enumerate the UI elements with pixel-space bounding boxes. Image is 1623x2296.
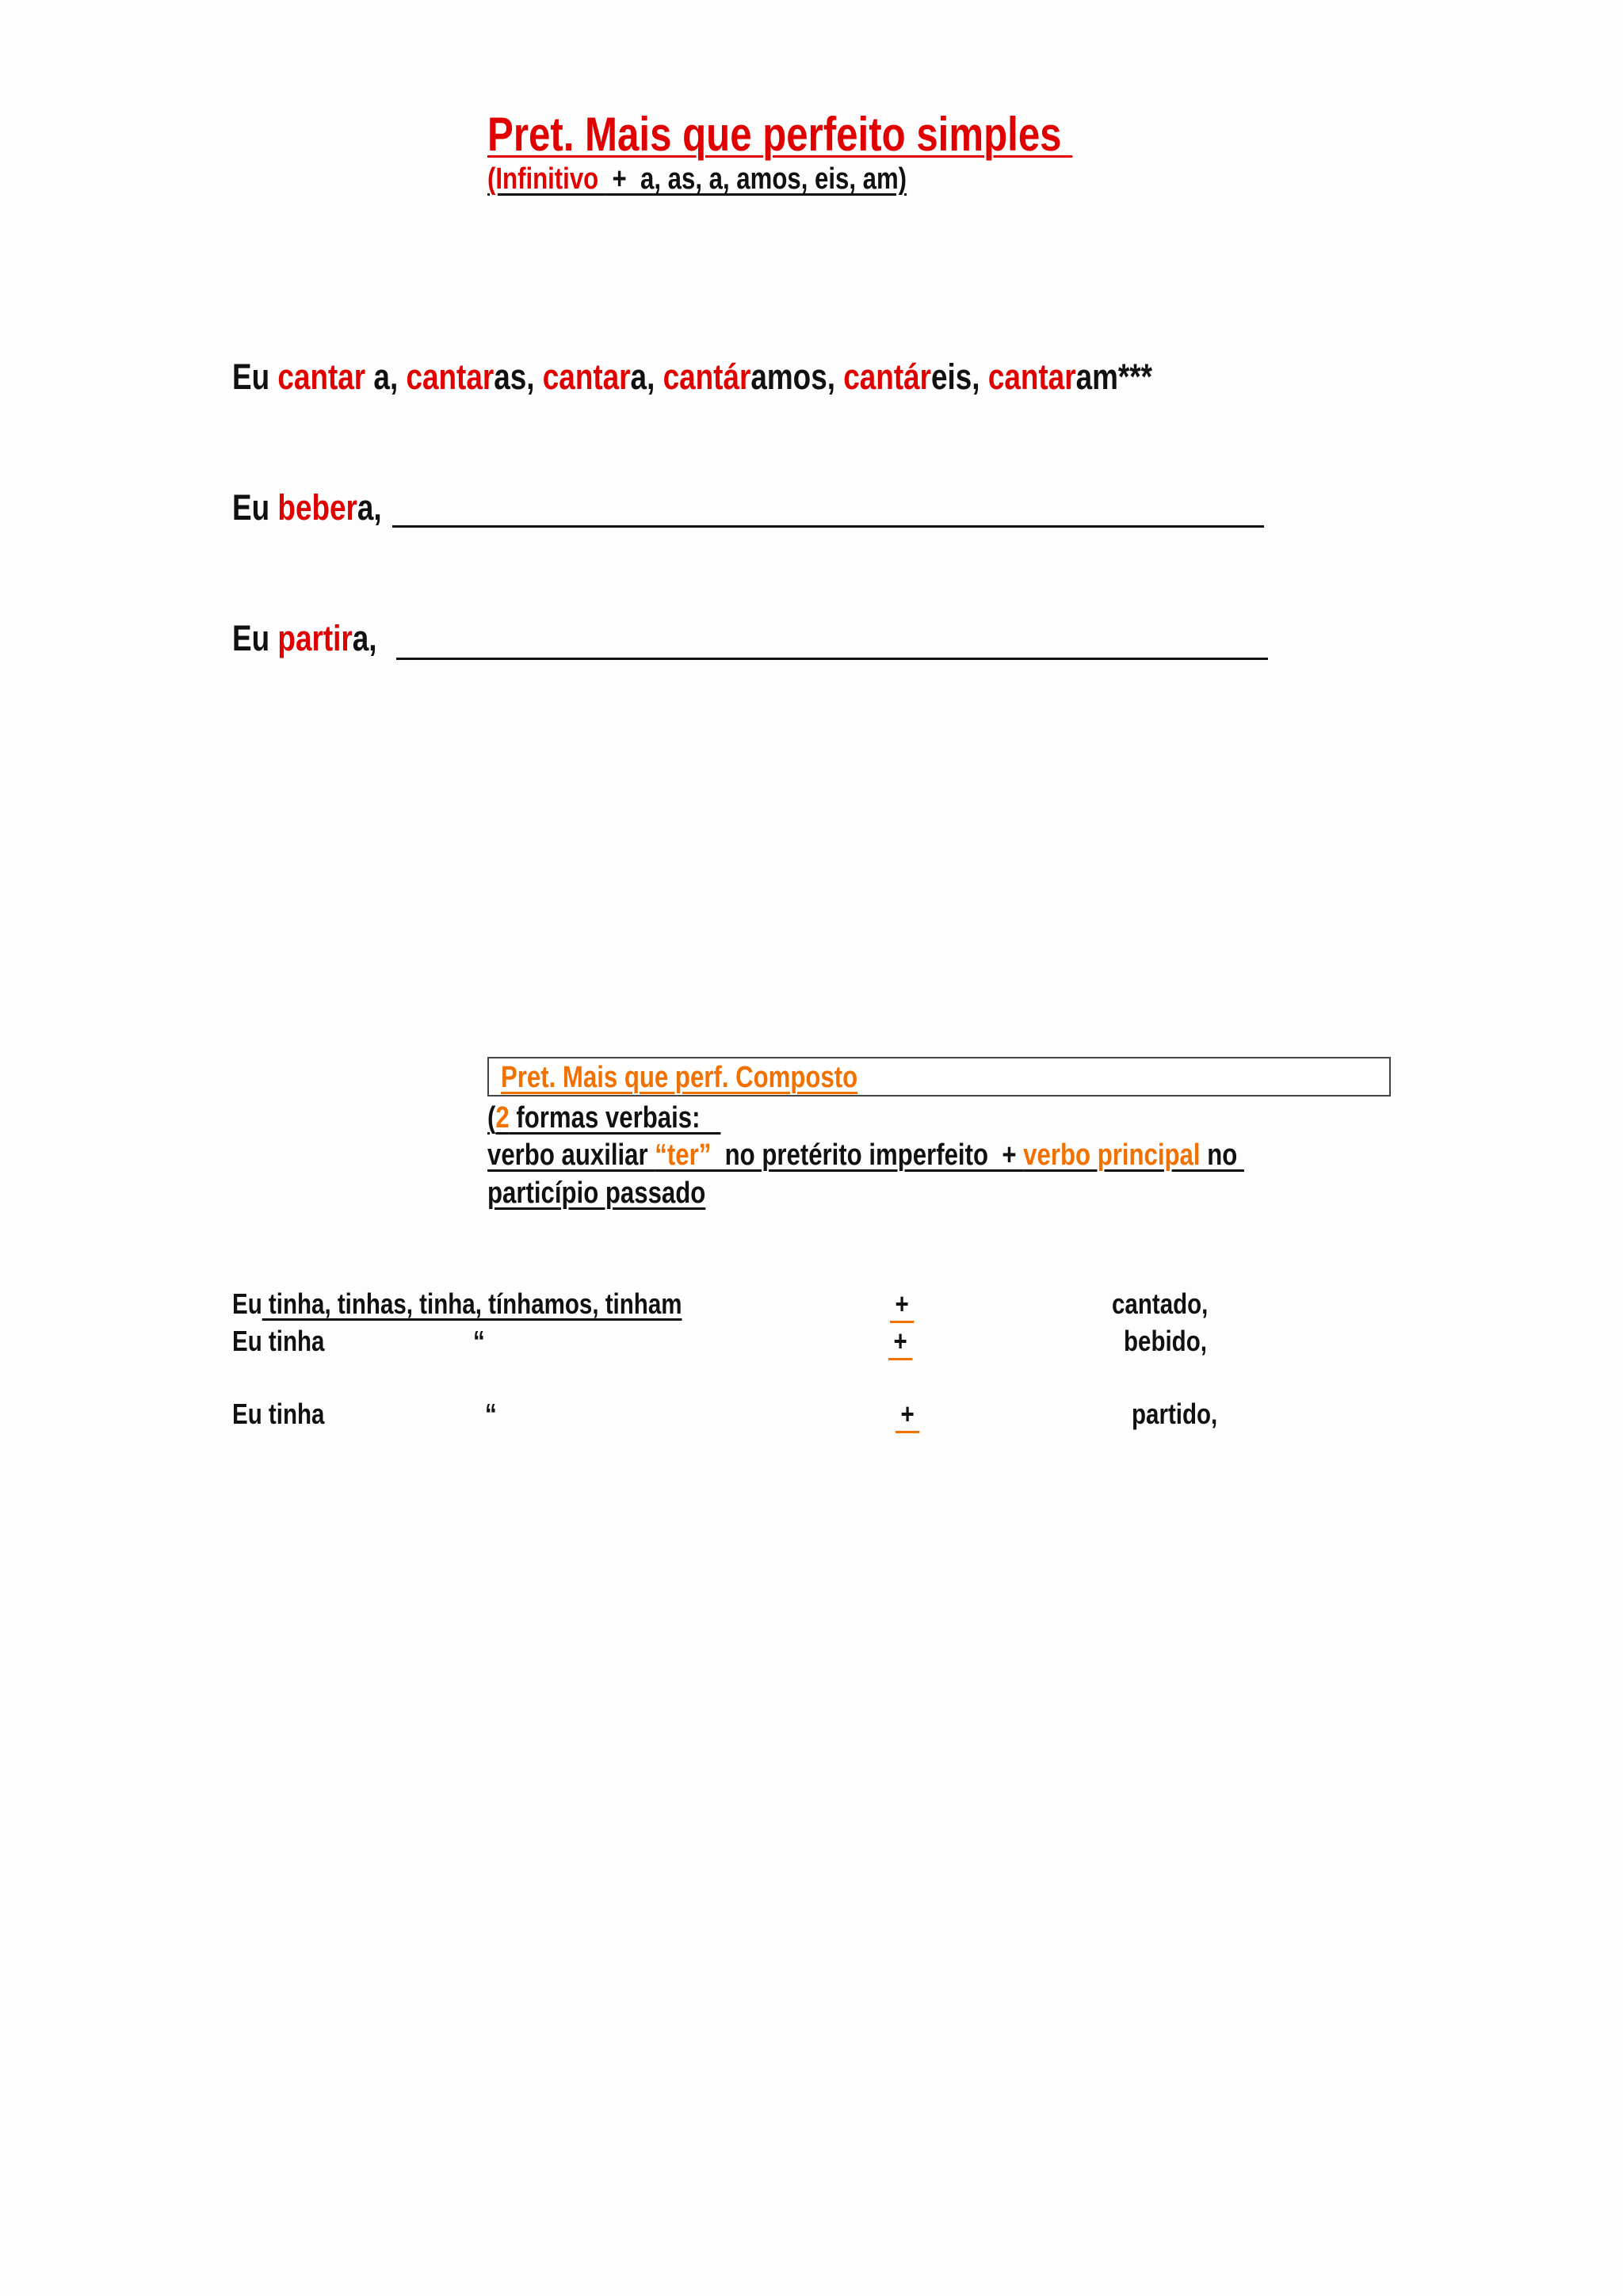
auxiliary-line: [487, 1138, 1244, 1173]
formula-plus: +: [605, 162, 641, 196]
pronoun: Eu: [232, 618, 278, 658]
ending: as,: [494, 357, 543, 397]
participle-line: particípio passado: [487, 1177, 706, 1210]
row-forms: tinha, tinhas, tinha, tínhamos, tinham: [262, 1287, 682, 1320]
row-1-forms: [232, 1287, 682, 1321]
ditto-mark: “: [485, 1398, 497, 1430]
ending: a,: [630, 357, 663, 397]
row-pronoun: Eu: [232, 1287, 262, 1320]
ending: a,: [352, 618, 385, 658]
ending: a,: [357, 487, 382, 528]
ditto-mark: “: [473, 1325, 485, 1357]
forms-open: (: [487, 1101, 496, 1135]
row-3-participle: partido,: [1132, 1398, 1218, 1430]
aux-text: no pretérito imperfeito +: [717, 1138, 1024, 1172]
plus-sign: +: [896, 1398, 919, 1433]
row-1-participle: cantado,: [1112, 1287, 1209, 1320]
pronoun: Eu: [232, 357, 278, 397]
plus-sign: +: [890, 1287, 914, 1323]
formula-endings: a, as, a, amos, eis, am): [640, 162, 907, 196]
beber-conjugation: [232, 487, 382, 528]
stem: cantár: [663, 357, 751, 397]
plus-sign: +: [888, 1325, 912, 1360]
aux-text: no: [1200, 1138, 1244, 1172]
main-verb: verbo principal: [1023, 1138, 1201, 1172]
row-2-forms: Eu tinha: [232, 1325, 325, 1357]
forms-text: formas verbais:: [509, 1101, 721, 1135]
aux-verb: “ter”: [655, 1138, 718, 1172]
ending: a,: [365, 357, 407, 397]
answer-blank-line[interactable]: [396, 658, 1268, 660]
ending: amos,: [750, 357, 844, 397]
formula-line: [487, 162, 907, 196]
row-3-forms: Eu tinha: [232, 1398, 325, 1430]
ending: eis,: [931, 357, 988, 397]
partir-conjugation: [232, 618, 385, 659]
forms-count: 2: [495, 1101, 510, 1135]
stem: partir: [277, 618, 353, 658]
forms-line: [487, 1101, 720, 1135]
page-title: Pret. Mais que perfeito simples: [487, 108, 1073, 161]
formula-infinitive: (Infinitivo: [487, 162, 605, 196]
stem: cantar: [542, 357, 631, 397]
composto-title: Pret. Mais que perf. Composto: [501, 1061, 858, 1094]
composto-title-box: [487, 1057, 1391, 1097]
stem: cantar: [406, 357, 495, 397]
stem: cantar: [987, 357, 1076, 397]
row-2-participle: bebido,: [1124, 1325, 1207, 1357]
answer-blank-line[interactable]: [392, 525, 1264, 528]
stem: beber: [277, 487, 357, 528]
stem: cantar: [277, 357, 366, 397]
ending: am***: [1075, 357, 1152, 397]
cantar-conjugation: [232, 357, 1152, 398]
aux-text: verbo auxiliar: [487, 1138, 655, 1172]
stem: cantár: [843, 357, 932, 397]
pronoun: Eu: [232, 487, 278, 528]
